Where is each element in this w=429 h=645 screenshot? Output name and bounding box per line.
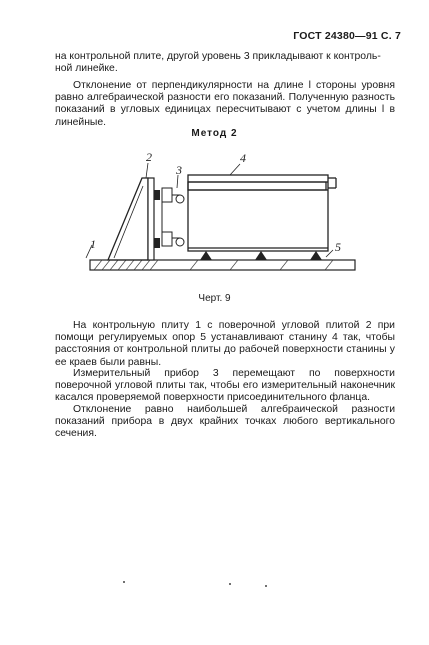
body-paragraph-1 xyxy=(55,320,395,369)
paragraph-1-text: На контрольную плиту 1 с поверочной угловой плитой 2 при помощи регулируемых опор 5 устанавливают станину 4 так, чтобы расстояния от контрольной плиты до рабочей поверхности станины у ее краев были равны. xyxy=(55,320,395,368)
adjustable-supports xyxy=(200,251,322,260)
body-paragraph-3 xyxy=(55,404,395,441)
top-paragraph xyxy=(55,51,395,75)
top-line-2: ной линейке. xyxy=(55,63,118,75)
top-line-1: на контрольной плите, другой уровень 3 прикладывают к контроль- xyxy=(55,51,381,62)
machine-frame xyxy=(188,175,336,251)
plate-hatching xyxy=(94,260,333,270)
scan-speck xyxy=(123,581,125,583)
label-5: 5 xyxy=(335,240,341,254)
page-header: ГОСТ 24380—91 С. 7 xyxy=(293,30,401,42)
deviation-text: Отклонение от перпендикулярности на длине l стороны уровня равно алгебраической разности его показаний. Полученную разность показаний в угловых единицах пересчитывают с учетом длины l в линейные. xyxy=(55,80,395,128)
scan-speck xyxy=(229,583,231,585)
label-3: 3 xyxy=(176,163,182,177)
label-4: 4 xyxy=(240,151,246,165)
figure-caption: Черт. 9 xyxy=(198,293,231,304)
label-2: 2 xyxy=(146,150,152,164)
measuring-instrument xyxy=(162,188,184,246)
body-paragraph-2 xyxy=(55,368,395,405)
method-title: Метод 2 xyxy=(191,128,238,139)
scan-speck xyxy=(265,585,267,587)
label-1: 1 xyxy=(90,237,96,251)
angle-plate xyxy=(108,178,148,260)
paragraph-3-text: Отклонение равно наибольшей алгебраической разности показаний прибора в двух крайних точках любого вертикального сечения. xyxy=(55,404,395,440)
deviation-paragraph xyxy=(55,80,395,129)
paragraph-2-text: Измерительный прибор 3 перемещают по поверхности поверочной угловой плиты так, чтобы его измерительный наконечник касался проверяемой поверхности присоединительного фланца. xyxy=(55,368,395,404)
figure-diagram xyxy=(80,150,360,285)
